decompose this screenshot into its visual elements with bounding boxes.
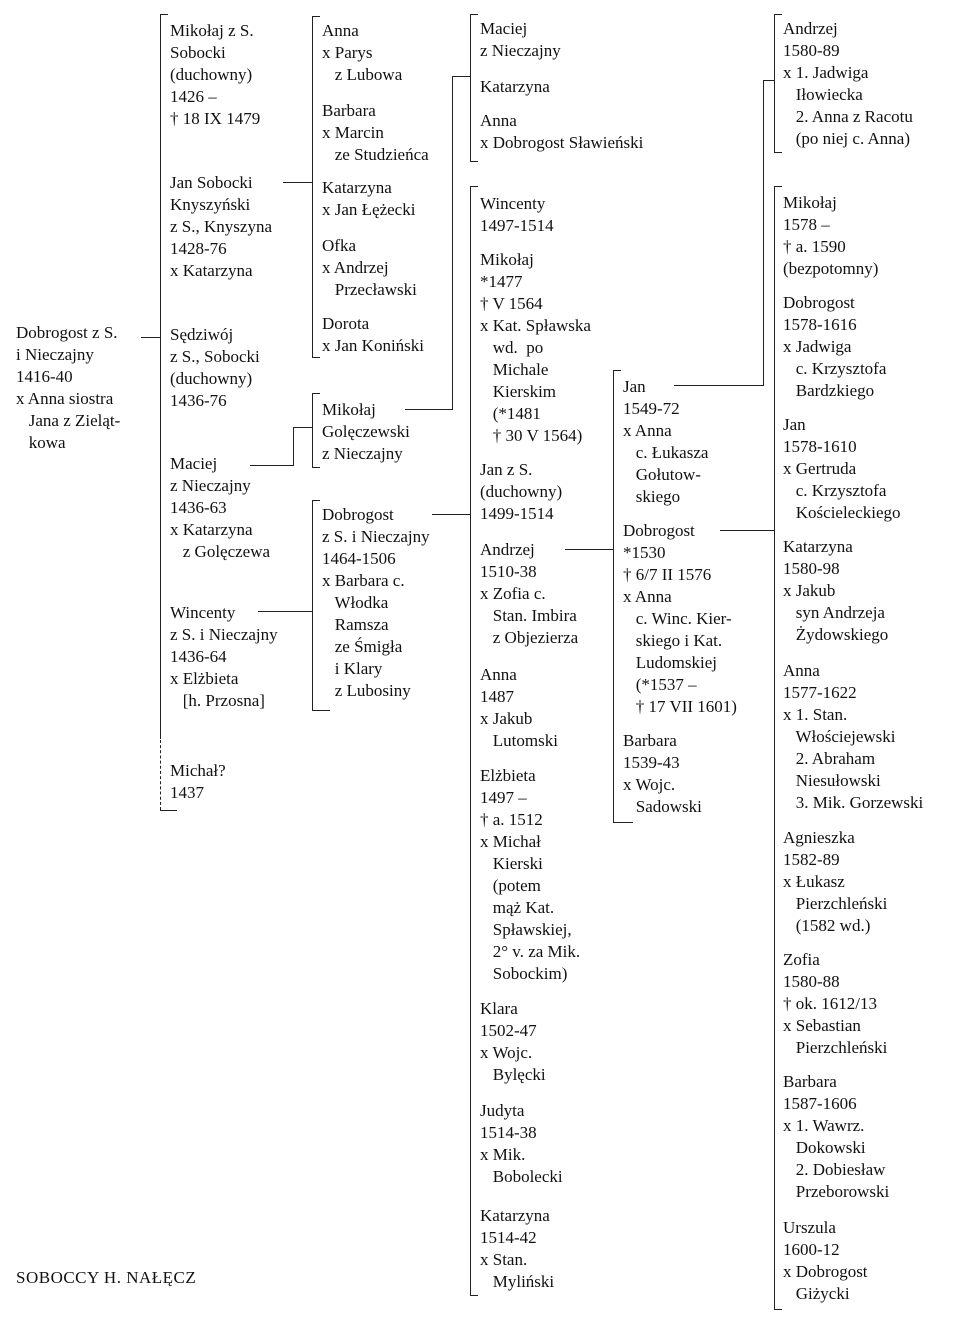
person-barbara-gen5: Barbara 1539-43 x Wojc. Sadowski [623,731,702,816]
person-andrzej-gen6: Andrzej 1580-89 x 1. Jadwiga Iłowiecka 2. Anna z Racotu (po niej c. Anna) [783,19,913,148]
bracket-jan-gen5-bottom-tick [774,152,782,153]
person-andrzej-gen4: Andrzej 1510-38 x Zofia c. Stan. Imbira z Objezierza [480,540,579,647]
person-anna-slawienski: Anna x Dobrogost Sławieński [480,111,644,152]
connector-goleczewski-vertical [452,76,453,410]
person-mikolaj-goleczewski: Mikołaj Golęczewski z Nieczajny [322,400,410,463]
connector-maciej-vertical [293,427,294,466]
bracket-goleczewski-bottom-tick [312,467,320,468]
connector-wincenty [258,611,312,612]
connector-jan-gen5 [674,385,763,386]
bracket-dobrogost-gen5-bottom-tick [774,1309,782,1310]
bracket-andrzej-bottom-tick [613,822,633,823]
person-jan-sobocki-knyszynski: Jan Sobocki Knyszyński z S., Knyszyna 1428-76 x Katarzyna [170,173,272,280]
bracket-gen2-dashed [160,740,161,810]
person-anna-gen3: Anna x Parys z Lubowa [322,21,403,84]
person-klara: Klara 1502-47 x Wojc. Bylęcki [480,999,546,1084]
connector-goleczewski [405,409,452,410]
connector-dobrogost-gen5 [720,530,774,531]
bracket-jan-gen5-top-tick [774,14,782,15]
bracket-gen2-top-tick [160,14,168,15]
connector-maciej-to-child [293,427,312,428]
person-katarzyna-gen6: Katarzyna 1580-98 x Jakub syn Andrzeja Żydowskiego [783,537,889,644]
connector-goleczewski-to-children [452,76,470,77]
bracket-dobrogost-top-tick [470,186,478,187]
connector-founder [141,337,160,338]
person-katarzyna-gen4: Katarzyna [480,77,550,96]
bracket-gen2 [160,14,161,739]
person-katarzyna-mylinski: Katarzyna 1514-42 x Stan. Myliński [480,1206,555,1291]
person-sedziwoj: Sędziwój z S., Sobocki (duchowny) 1436-76 [170,325,260,410]
person-mikolaj-gen4: Mikołaj *1477 † V 1564 x Kat. Spławska wd. po Michale Kierskim (*1481 † 30 V 1564) [480,250,591,445]
person-mikolaj-gen6: Mikołaj 1578 – † a. 1590 (bezpotomny) [783,193,879,278]
person-barbara-gen3: Barbara x Marcin ze Studzieńca [322,101,429,164]
bracket-dobrogost-bottom-tick [470,1295,478,1296]
person-agnieszka: Agnieszka 1582-89 x Łukasz Pierzchleński (1582 wd.) [783,828,888,935]
connector-maciej [250,465,293,466]
bracket-jan-sobocki-top-tick [312,16,320,17]
person-jan-duchowny: Jan z S. (duchowny) 1499-1514 [480,460,563,523]
bracket-gen2-bottom-tick [160,810,177,811]
person-jan-gen6: Jan 1578-1610 x Gertruda c. Krzysztofa Kościeleckiego [783,415,901,522]
person-jan-gen5: Jan 1549-72 x Anna c. Łukasza Gołutow- skiego [623,377,709,506]
person-anna-gen6: Anna 1577-1622 x 1. Stan. Włościejewski 2. Abraham Niesułowski 3. Mik. Gorzewski [783,661,924,812]
bracket-wincenty-children [312,500,313,711]
person-dobrogost-gen6: Dobrogost 1578-1616 x Jadwiga c. Krzysztofa Bardzkiego [783,293,887,400]
bracket-wincenty-bottom-tick [312,710,330,711]
connector-dobrogost-gen3 [432,514,470,515]
connector-jan-gen5-vertical [763,80,764,386]
person-mikolaj-sobocki: Mikołaj z S. Sobocki (duchowny) 1426 – † 18 IX 1479 [170,21,261,128]
person-michal: Michał? 1437 [170,761,226,802]
bracket-goleczewski-children-top-tick [470,14,478,15]
person-dobrogost-gen3: Dobrogost z S. i Nieczajny 1464-1506 x Barbara c. Włodka Ramsza ze Śmigła i Klary z Lubosiny [322,505,430,700]
person-judyta: Judyta 1514-38 x Mik. Bobolecki [480,1101,563,1186]
bracket-jan-sobocki-children [312,16,313,358]
connector-andrzej-gen4 [565,549,613,550]
person-dobrogost-gen5: Dobrogost *1530 † 6/7 II 1576 x Anna c. Winc. Kier- skiego i Kat. Ludomskiej (*1537 – † 17 VII 1601) [623,521,737,716]
bracket-goleczewski-top-tick [312,393,320,394]
person-anna-lutomski: Anna 1487 x Jakub Lutomski [480,665,558,750]
person-barbara-gen6: Barbara 1587-1606 x 1. Wawrz. Dokowski 2. Dobiesław Przeborowski [783,1072,890,1201]
bracket-dobrogost-gen5-top-tick [774,186,782,187]
bracket-dobrogost-gen5-children [774,186,775,1310]
person-urszula: Urszula 1600-12 x Dobrogost Giżycki [783,1218,868,1303]
person-ofka: Ofka x Andrzej Przecławski [322,236,417,299]
bracket-andrzej-top-tick [613,370,621,371]
bracket-dobrogost-children [470,186,471,1296]
person-zofia: Zofia 1580-88 † ok. 1612/13 x Sebastian Pierzchleński [783,950,888,1057]
connector-jan-gen5-to-child [763,80,774,81]
person-dorota: Dorota x Jan Koniński [322,314,424,355]
bracket-andrzej-children [613,370,614,823]
bracket-jan-gen5-children [774,14,775,153]
bracket-wincenty-top-tick [312,500,320,501]
bracket-goleczewski-children-bottom-tick [470,161,478,162]
family-title: SOBOCCY H. NAŁĘCZ [16,1268,197,1287]
bracket-jan-sobocki-bottom-tick [312,357,320,358]
person-maciej-z-nieczajny: Maciej z Nieczajny 1436-63 x Katarzyna z Golęczewa [170,454,271,561]
person-dobrogost-founder: Dobrogost z S. i Nieczajny 1416-40 x Anna siostra Jana z Zieląt- kowa [16,323,121,452]
person-wincenty-gen4: Wincenty 1497-1514 [480,194,554,235]
person-maciej-gen4: Maciej z Nieczajny [480,19,561,60]
person-wincenty-gen2: Wincenty z S. i Nieczajny 1436-64 x Elżbieta [h. Przosna] [170,603,278,710]
person-elzbieta: Elżbieta 1497 – † a. 1512 x Michał Kierski (potem mąż Kat. Spławskiej, 2° v. za Mik. Sobockim) [480,766,581,983]
person-katarzyna-gen3: Katarzyna x Jan Łężecki [322,178,416,219]
bracket-goleczewski [312,393,313,468]
connector-jan-sobocki [283,182,312,183]
bracket-goleczewski-children [470,14,471,162]
